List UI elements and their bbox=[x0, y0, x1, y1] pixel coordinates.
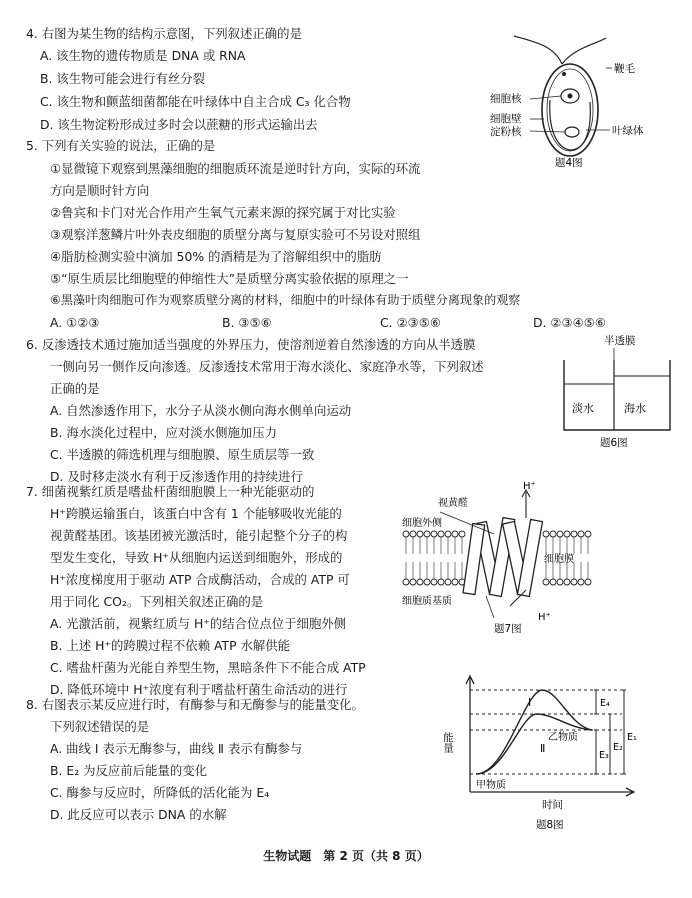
lipid-head bbox=[564, 531, 570, 537]
q6-caption: 题6图 bbox=[600, 437, 628, 449]
lipid-head bbox=[417, 531, 423, 537]
lipid-head bbox=[459, 531, 465, 537]
q8-reactant-label: 甲物质 bbox=[476, 780, 506, 791]
q8-y-axis-label: 能量 bbox=[442, 732, 454, 753]
q8-curve-2-label: Ⅱ bbox=[540, 742, 546, 755]
q4-stem: 4. 右图为某生物的结构示意图，下列叙述正确的是 bbox=[26, 26, 302, 41]
q5-option-c: C. ②③⑤⑥ bbox=[380, 315, 441, 330]
q6-label-sea-water: 海水 bbox=[624, 402, 646, 415]
lipid-head bbox=[585, 531, 591, 537]
q7-option-a: A. 光激活前，视紫红质与 H⁺的结合位点位于细胞外侧 bbox=[50, 616, 347, 631]
lipid-head bbox=[550, 531, 556, 537]
page-footer: 生物试题 第 2 页（共 8 页） bbox=[263, 849, 429, 863]
lipid-head bbox=[403, 579, 409, 585]
lipid-head bbox=[585, 579, 591, 585]
q7-option-b: B. 上述 H⁺的跨膜过程不依赖 ATP 水解供能 bbox=[50, 638, 291, 653]
lipid-head bbox=[564, 579, 570, 585]
q8-figure bbox=[442, 670, 642, 840]
lipid-head bbox=[431, 531, 437, 537]
q5-option-d: D. ②③④⑤⑥ bbox=[533, 315, 606, 330]
q8-e1-label: E₁ bbox=[627, 732, 637, 743]
q8-option-b: B. E₂ 为反应前后能量的变化 bbox=[50, 763, 208, 778]
q7-figure bbox=[398, 478, 594, 638]
q5-item-3: ③观察洋葱鳞片叶外表皮细胞的质壁分离与复原实验可不另设对照组 bbox=[50, 227, 421, 242]
q7-option-c: C. 嗜盐杆菌为光能自养型生物，黑暗条件下不能合成 ATP bbox=[50, 660, 366, 675]
q4-option-b: B. 该生物可能会进行有丝分裂 bbox=[40, 71, 206, 86]
q7-label-h-out: H⁺ bbox=[523, 481, 536, 492]
lipid-head bbox=[424, 579, 430, 585]
lipid-head bbox=[543, 579, 549, 585]
q7-label-h-in: H⁺ bbox=[538, 612, 551, 623]
q8-option-a: A. 曲线 Ⅰ 表示无酶参与，曲线 Ⅱ 表示有酶参与 bbox=[50, 741, 303, 756]
q7-stem-line3: 视黄醛基团。该基团被光激活时，能引起整个分子的构 bbox=[50, 528, 348, 543]
q7-label-membrane: 细胞膜 bbox=[544, 554, 574, 565]
q8-e4-label: E₄ bbox=[600, 698, 610, 709]
q5-item-6: ⑥黑藻叶肉细胞可作为观察质壁分离的材料，细胞中的叶绿体有助于质壁分离现象的观察 bbox=[50, 293, 521, 307]
q7-stem-line5: H⁺浓度梯度用于驱动 ATP 合成酶活动，合成的 ATP 可 bbox=[50, 572, 350, 587]
q8-e3-label: E₃ bbox=[599, 750, 609, 761]
q5-item-4: ④脂肪检测实验中滴加 50% 的酒精是为了溶解组织中的脂肪 bbox=[50, 249, 382, 264]
lipid-head bbox=[578, 579, 584, 585]
q7-stem-line2: H⁺跨膜运输蛋白，该蛋白中含有 1 个能够吸收光能的 bbox=[50, 506, 342, 521]
lipid-head bbox=[543, 531, 549, 537]
lipid-head bbox=[571, 531, 577, 537]
q6-stem-line1: 6. 反渗透技术通过施加适当强度的外界压力，使溶剂逆着自然渗透的方向从半透膜 bbox=[26, 337, 476, 352]
q8-option-c: C. 酶参与反应时，所降低的活化能为 E₄ bbox=[50, 785, 270, 800]
q4-figure bbox=[488, 22, 658, 172]
lipid-head bbox=[438, 531, 444, 537]
q6-option-b: B. 海水淡化过程中，应对淡水侧施加压力 bbox=[50, 425, 278, 440]
q4-label-chloroplast: 叶绿体 bbox=[612, 125, 644, 137]
lipid-head bbox=[445, 531, 451, 537]
q6-figure bbox=[552, 332, 682, 452]
q5-item-2: ②鲁宾和卡门对光合作用产生氧气元素来源的探究属于对比实验 bbox=[50, 205, 396, 220]
lipid-head bbox=[571, 579, 577, 585]
q4-label-flagellum: 鞭毛 bbox=[614, 63, 635, 75]
q6-option-d: D. 及时移走淡水有利于反渗透作用的持续进行 bbox=[50, 469, 303, 484]
q4-caption: 题4图 bbox=[555, 157, 583, 169]
q7-stem-line1: 7. 细菌视紫红质是嗜盐杆菌细胞膜上一种光能驱动的 bbox=[26, 484, 315, 499]
q8-product-label: 乙物质 bbox=[548, 732, 578, 743]
q5-stem: 5. 下列有关实验的说法，正确的是 bbox=[26, 138, 216, 153]
q6-label-membrane: 半透膜 bbox=[604, 335, 636, 347]
lipid-head bbox=[417, 579, 423, 585]
q8-curve-1-label: Ⅰ bbox=[528, 696, 532, 709]
lipid-head bbox=[424, 531, 430, 537]
q4-label-nucleus: 细胞核 bbox=[490, 93, 522, 105]
lipid-head bbox=[557, 579, 563, 585]
lipid-head bbox=[578, 531, 584, 537]
q5-option-b: B. ③⑤⑥ bbox=[222, 315, 272, 330]
q6-option-a: A. 自然渗透作用下，水分子从淡水侧向海水侧单向运动 bbox=[50, 403, 352, 418]
q5-item-5: ⑤“原生质层比细胞壁的伸缩性大”是质壁分离实验依据的原理之一 bbox=[50, 271, 409, 286]
q8-caption: 题8图 bbox=[536, 819, 564, 831]
lipid-head bbox=[431, 579, 437, 585]
lipid-head bbox=[410, 579, 416, 585]
q6-stem-line3: 正确的是 bbox=[50, 381, 100, 396]
q6-option-c: C. 半透膜的筛选机理与细胞膜、原生质层等一致 bbox=[50, 447, 315, 462]
q8-stem-line2: 下列叙述错误的是 bbox=[50, 719, 150, 734]
q8-option-d: D. 此反应可以表示 DNA 的水解 bbox=[50, 807, 227, 822]
q5-item-1: ①显微镜下观察到黑藻细胞的细胞质环流是逆时针方向，实际的环流 bbox=[50, 161, 421, 176]
q5-item-1-cont: 方向是顺时针方向 bbox=[50, 183, 150, 198]
q7-option-d: D. 降低环境中 H⁺浓度有利于嗜盐杆菌生命活动的进行 bbox=[50, 682, 348, 697]
q6-label-fresh-water: 淡水 bbox=[572, 402, 594, 415]
q4-option-d: D. 该生物淀粉形成过多时会以蔗糖的形式运输出去 bbox=[40, 117, 318, 132]
q8-stem-line1: 8. 右图表示某反应进行时，有酶参与和无酶参与的能量变化。 bbox=[26, 697, 364, 712]
q8-e2-label: E₂ bbox=[613, 742, 623, 753]
lipid-head bbox=[550, 579, 556, 585]
lipid-head bbox=[452, 531, 458, 537]
lipid-head bbox=[410, 531, 416, 537]
q7-stem-line4: 型发生变化，导致 H⁺从细胞内运送到细胞外，形成的 bbox=[50, 550, 343, 565]
q7-label-cytoplasm: 细胞质基质 bbox=[402, 596, 452, 607]
lipid-head bbox=[445, 579, 451, 585]
lipid-head bbox=[452, 579, 458, 585]
lipid-head bbox=[557, 531, 563, 537]
lipid-head bbox=[403, 531, 409, 537]
q4-option-a: A. 该生物的遗传物质是 DNA 或 RNA bbox=[40, 48, 246, 63]
q7-label-retinal: 视黄醛 bbox=[438, 498, 468, 509]
q7-label-outside: 细胞外侧 bbox=[402, 518, 442, 529]
lipid-head bbox=[438, 579, 444, 585]
q5-option-a: A. ①②③ bbox=[50, 315, 100, 330]
q8-x-axis-label: 时间 bbox=[542, 799, 563, 811]
q6-stem-line2: 一侧向另一侧作反向渗透。反渗透技术常用于海水淡化、家庭净水等，下列叙述 bbox=[50, 359, 484, 374]
q7-caption: 题7图 bbox=[494, 623, 522, 635]
q4-option-c: C. 该生物和颤蓝细菌都能在叶绿体中自主合成 C₃ 化合物 bbox=[40, 94, 351, 109]
q4-label-cell-wall: 细胞壁 bbox=[490, 113, 522, 125]
q7-stem-line6: 用于同化 CO₂。下列相关叙述正确的是 bbox=[50, 594, 264, 609]
q4-label-pyrenoid: 淀粉核 bbox=[490, 126, 522, 138]
